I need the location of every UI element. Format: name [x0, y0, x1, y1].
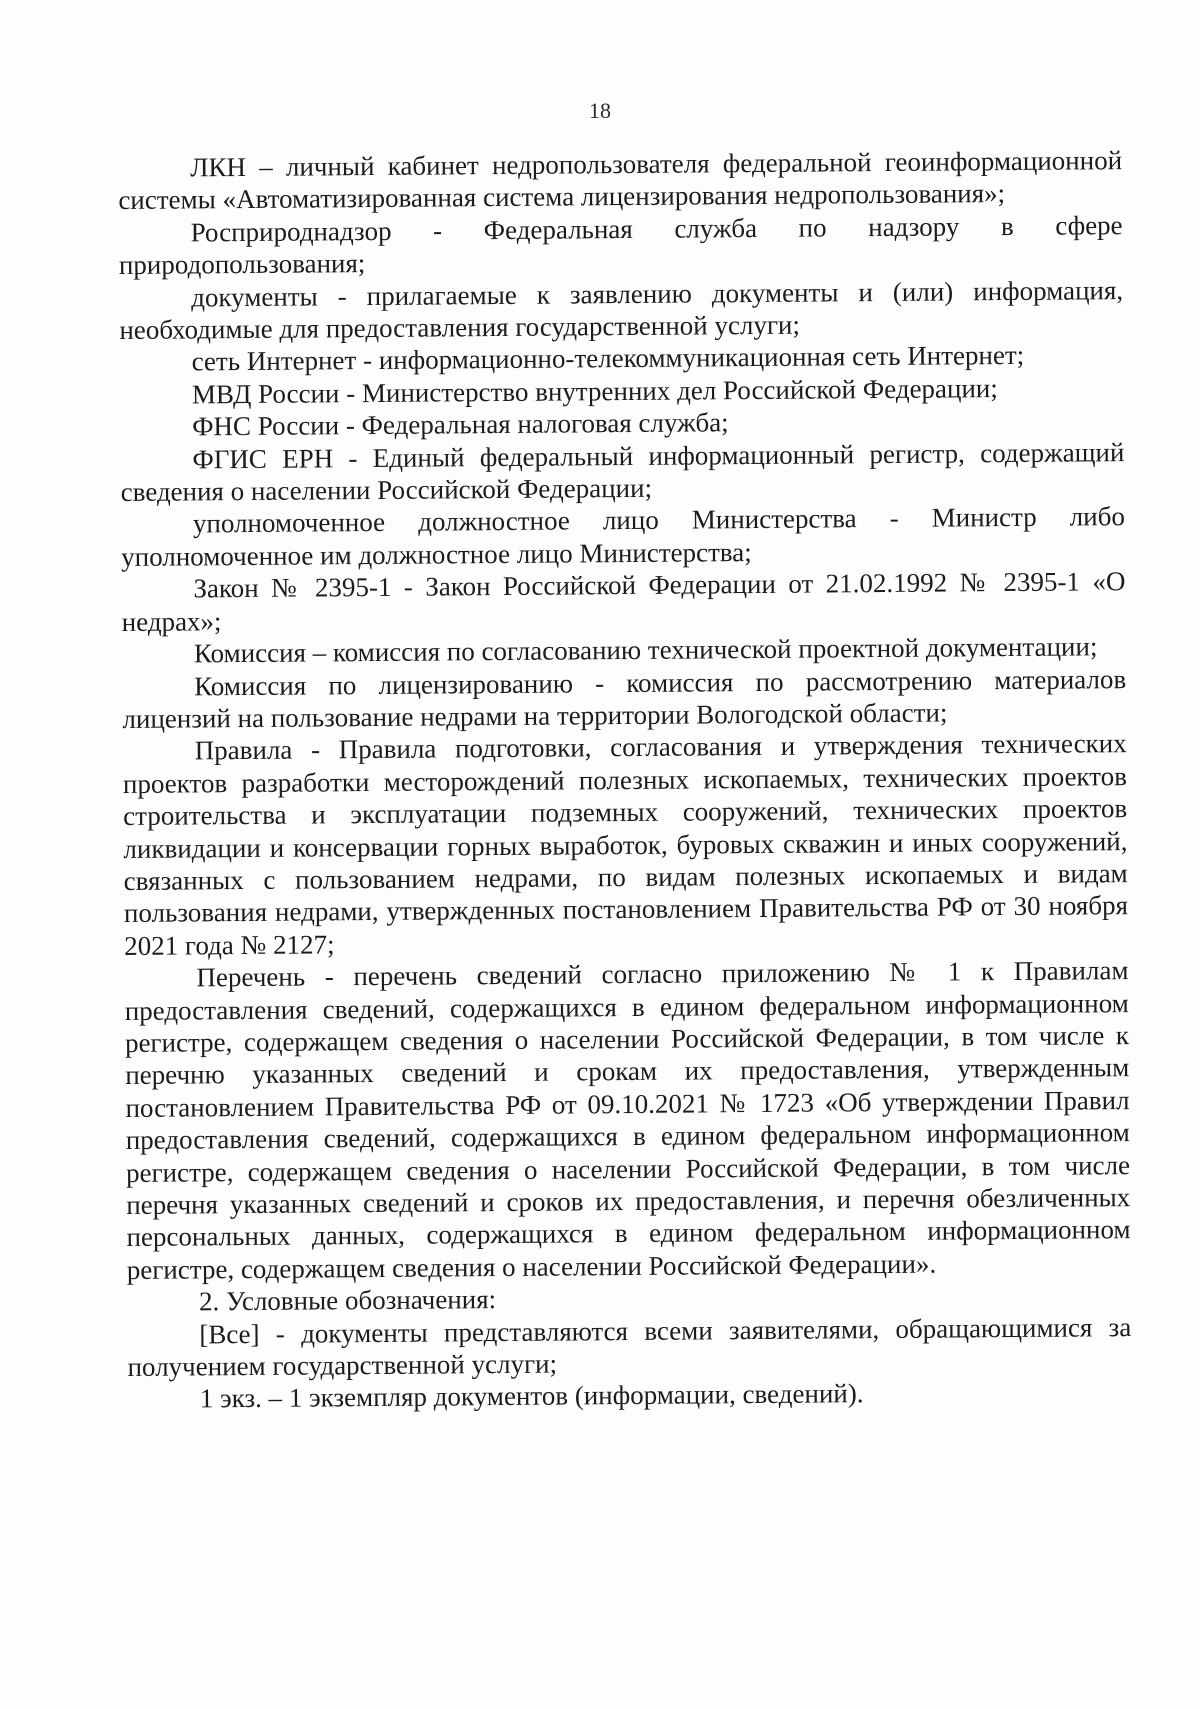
definition-lkn: ЛКН – личный кабинет недропользователя федеральной геоинформационной системы «Автоматизированная система лицензирования недропользования»;	[118, 145, 1123, 216]
definition-list: Перечень - перечень сведений согласно приложению № 1 к Правилам предоставления сведений, содержащихся в едином федеральном информационном регистре, содержащем сведения о населении Российской Федерации, в том числе к перечню указанных сведений и срокам их предоставления, утвержденным постановлением Правительства РФ от 09.10.2021 № 1723 «Об утверждении Правил предоставления сведений, содержащихся в едином федеральном информационном регистре, содержащем сведения о населении Российской Федерации, в том числе перечня указанных сведений и сроков их предоставления, и перечня обезличенных персональных данных, содержащихся в едином федеральном информационном регистре, содержащем сведения о населении Российской Федерации».	[124, 955, 1131, 1285]
document-body	[118, 144, 1132, 1416]
definition-law: Закон № 2395-1 - Закон Российской Федерации от 21.02.1992 № 2395-1 «О недрах»;	[121, 566, 1126, 637]
definition-official: уполномоченное должностное лицо Министерства - Министр либо уполномоченное им должностное лицо Министерства;	[121, 501, 1126, 572]
definition-rules: Правила - Правила подготовки, согласования и утверждения технических проектов разработки месторождений полезных ископаемых, технических проектов строительства и эксплуатации подземных сооружений, технических проектов ликвидации и консервации горных выработок, буровых скважин и иных сооружений, связанных с пользованием недрами, по видам полезных ископаемых и видам пользования недрами, утвержденных постановлением Правительства РФ от 30 ноября 2021 года № 2127;	[122, 728, 1129, 961]
notation-copy: 1 экз. – 1 экземпляр документов (информации, сведений).	[199, 1378, 864, 1414]
definition-internet: сеть Интернет - информационно-телекоммуникационная сеть Интернет;	[191, 340, 1025, 377]
page-number: 18	[589, 98, 611, 123]
definition-commission: Комиссия – комиссия по согласованию технической проектной документации;	[193, 631, 1098, 669]
notation-all: [Все] - документы представляются всеми заявителями, обращающимися за получением государственной услуги;	[127, 1311, 1132, 1382]
definition-rosprirodnadzor: Росприроднадзор - Федеральная служба по надзору в сфере природопользования;	[118, 209, 1123, 281]
definition-documents: документы - прилагаемые к заявлению документы и (или) информация, необходимые для предоставления государственной услуги;	[119, 274, 1124, 346]
definition-fgis-ern: ФГИС ЕРН - Единый федеральный информационный регистр, содержащий сведения о населении Российской Федерации;	[120, 436, 1125, 508]
definition-mvd: МВД России - Министерство внутренних дел Российской Федерации;	[191, 372, 998, 410]
section-heading: 2. Условные обозначения:	[198, 1284, 497, 1317]
definition-fns: ФНС России - Федеральная налоговая служба;	[192, 407, 729, 442]
definition-licensing-commission: Комиссия по лицензированию - комиссия по рассмотрению материалов лицензий на пользование недрами на территории Вологодской области;	[122, 663, 1127, 734]
